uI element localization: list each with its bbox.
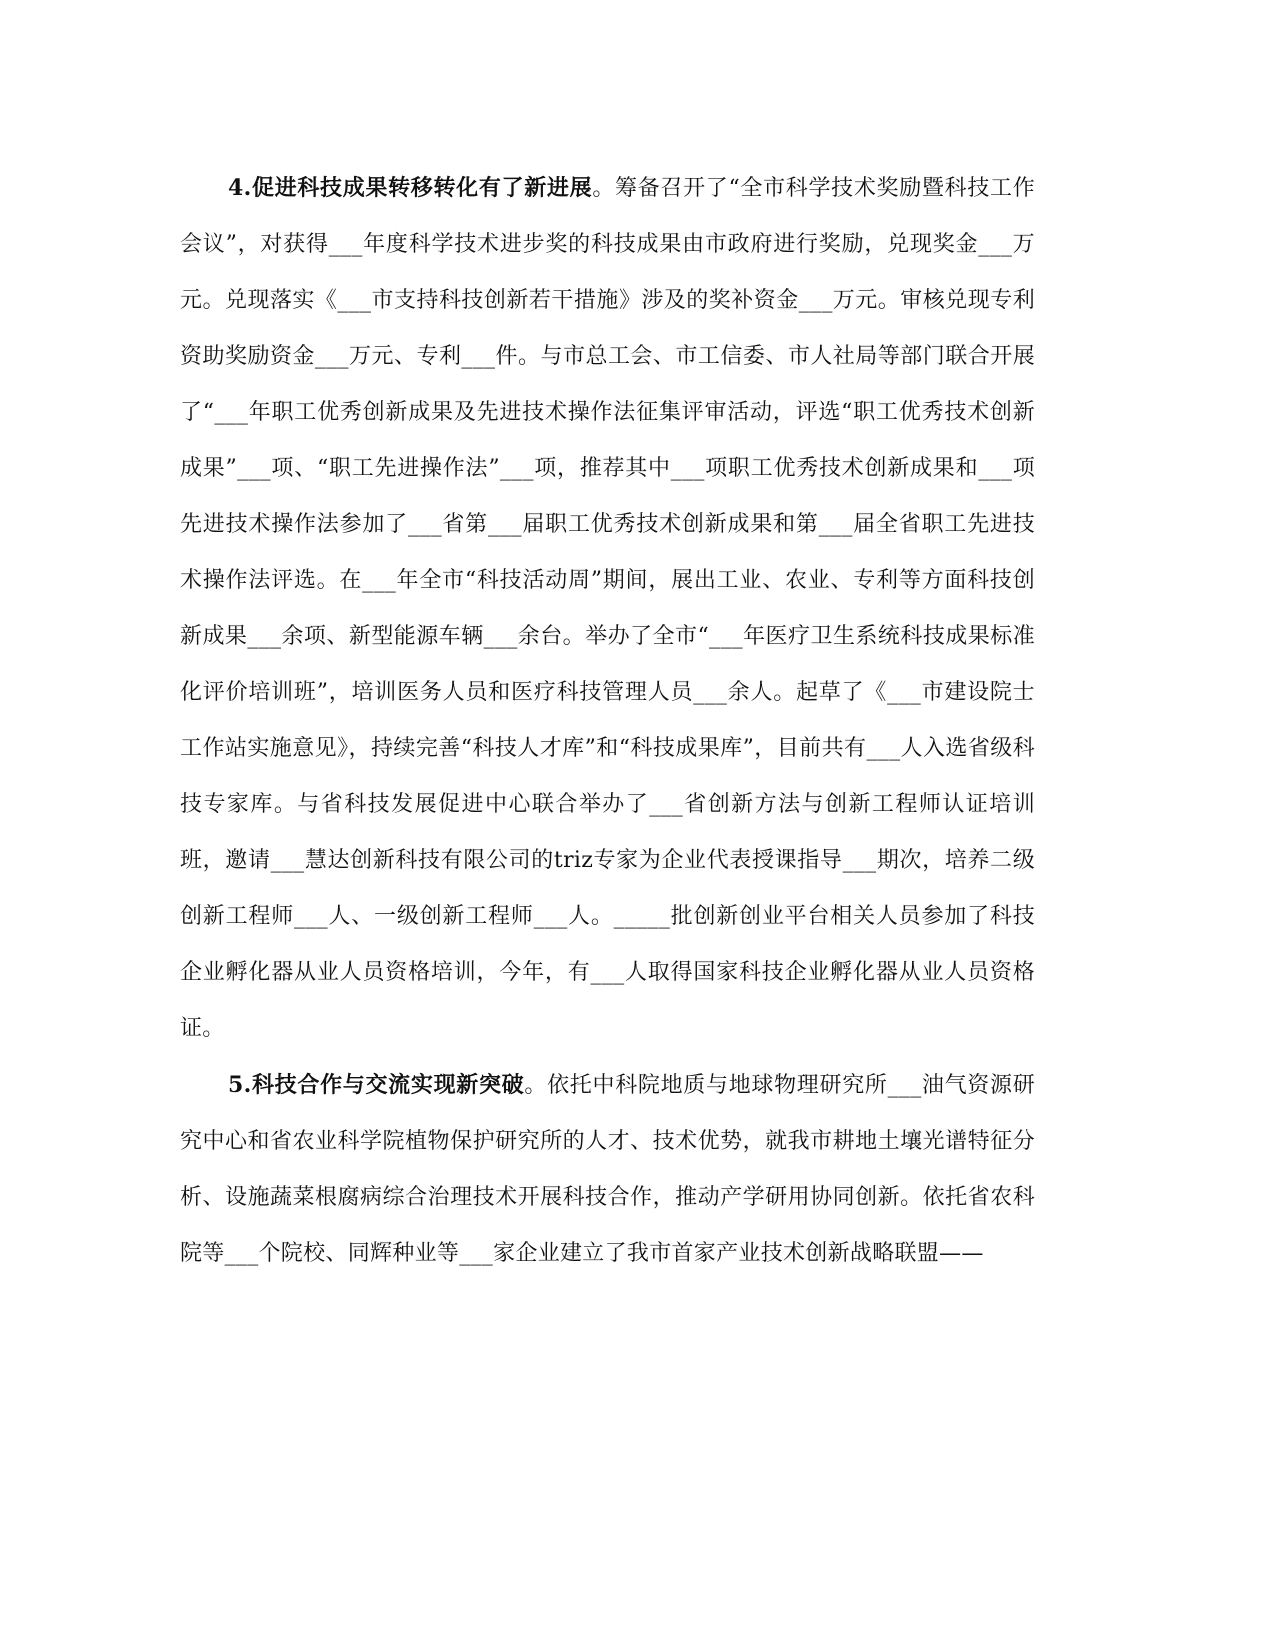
paragraph-5 — [180, 1057, 1035, 1282]
paragraph-4-heading: 4.促进科技成果转移转化有了新进展 — [228, 175, 593, 201]
document-page — [180, 160, 1035, 1282]
paragraph-4-body: 。筹备召开了“全市科学技术奖励暨科技工作会议”，对获得___年度科学技术进步奖的科技成果由市政府进行奖励，兑现奖金___万元。兑现落实《___市支持科技创新若干措施》涉及的奖补资金___万元。审核兑现专利资助奖励资金___万元、专利___件。与市总工会、市工信委、市人社局等部门联合开展了“___年职工优秀创新成果及先进技术操作法征集评审活动，评选“职工优秀技术创新成果”___项、“职工先进操作法”___项，推荐其中___项职工优秀技术创新成果和___项先进技术操作法参加了___省第___届职工优秀技术创新成果和第___届全省职工先进技术操作法评选。在___年全市“科技活动周”期间，展出工业、农业、专利等方面科技创新成果___余项、新型能源车辆___余台。举办了全市“___年医疗卫生系统科技成果标准化评价培训班”，培训医务人员和医疗科技管理人员___余人。起草了《___市建设院士工作站实施意见》，持续完善“科技人才库”和“科技成果库”，目前共有___人入选省级科技专家库。与省科技发展促进中心联合举办了___省创新方法与创新工程师认证培训班，邀请___慧达创新科技有限公司的triz专家为企业代表授课指导___期次，培养二级创新工程师___人、一级创新工程师___人。_____批创新创业平台相关人员参加了科技企业孵化器从业人员资格培训，今年，有___人取得国家科技企业孵化器从业人员资格证。 — [180, 176, 1035, 1041]
paragraph-5-heading: 5.科技合作与交流实现新突破 — [228, 1072, 525, 1098]
paragraph-5-body: 。依托中科院地质与地球物理研究所___油气资源研究中心和省农业科学院植物保护研究所的人才、技术优势，就我市耕地土壤光谱特征分析、设施蔬菜根腐病综合治理技术开展科技合作，推动产学研用协同创新。依托省农科院等___个院校、同辉种业等___家企业建立了我市首家产业技术创新战略联盟—— — [180, 1073, 1036, 1266]
paragraph-4 — [180, 160, 1035, 1057]
